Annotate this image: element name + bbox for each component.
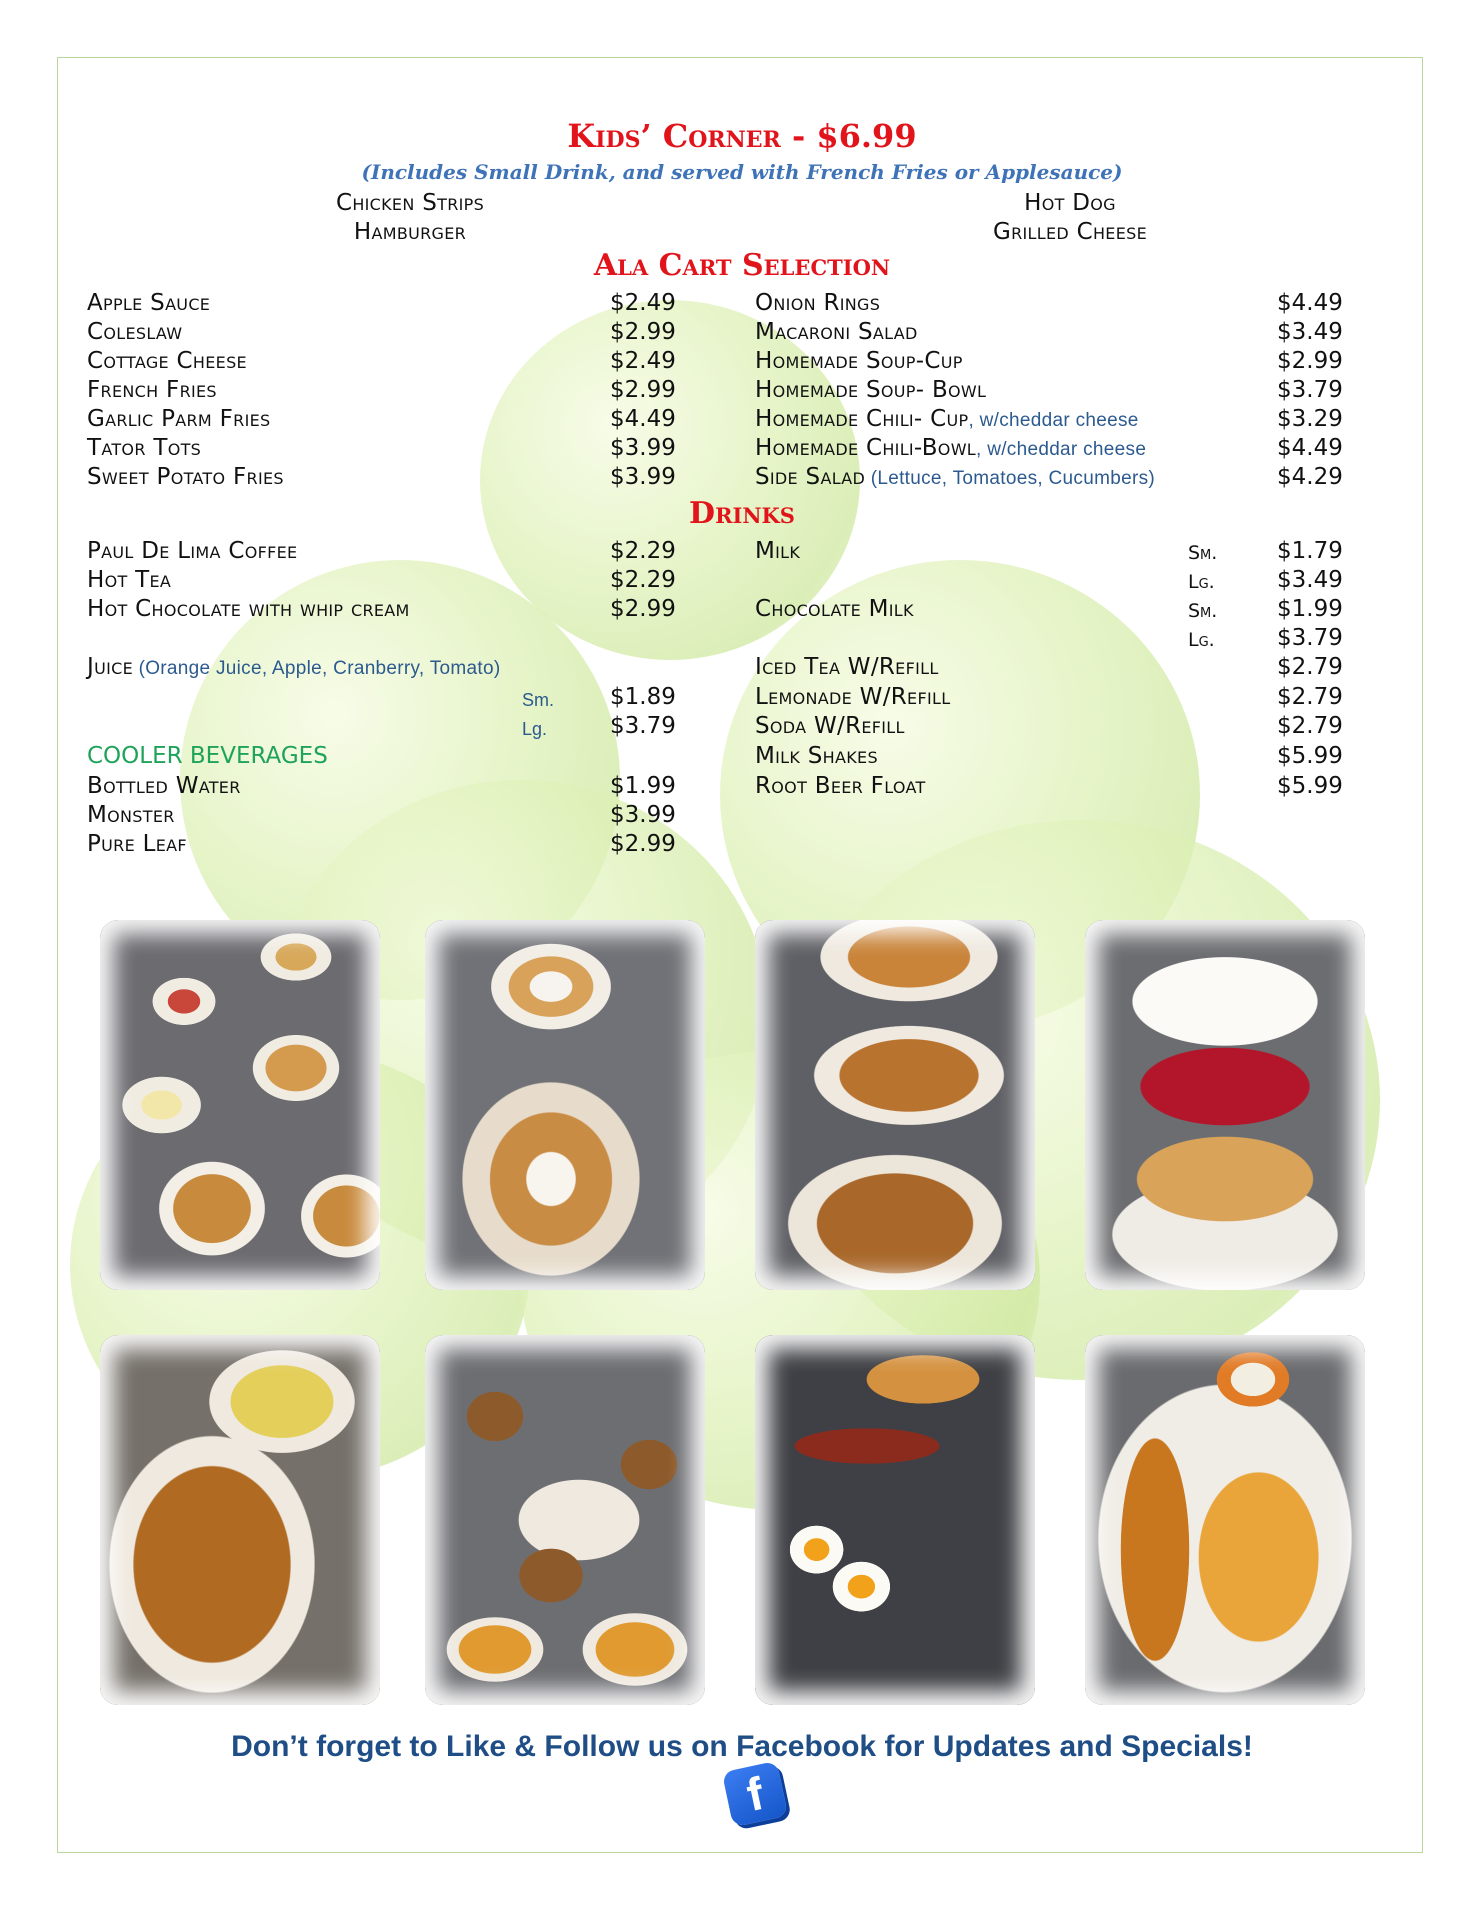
menu-item-price: $2.99 [610,377,676,403]
menu-item-label: Homemade Soup- Bowl [755,377,987,403]
menu-item-name: Paul De Lima Coffee [87,538,298,564]
kids-item: Chicken Strips [335,190,485,216]
menu-item-label: Homemade Chili- Cup [755,406,969,432]
menu-item-name [755,406,1139,432]
menu-item-price: $2.29 [610,567,676,593]
menu-item-price: $3.29 [1277,406,1343,432]
menu-item-name: Hot Chocolate with whip cream [87,596,410,622]
facebook-icon-glyph: f [742,1766,768,1822]
size-label: Sm. [1188,600,1218,622]
menu-item-name: Milk [755,538,801,564]
menu-item-price: $2.99 [610,319,676,345]
menu-item-note: (Lettuce, Tomatoes, Cucumbers) [865,468,1156,489]
menu-item-price: $2.79 [1277,713,1343,739]
ala-cart-title: Ala Cart Selection [593,248,891,283]
menu-item-label: Juice [87,654,133,680]
menu-item-name: Lemonade W/Refill [755,684,951,710]
menu-item-name: Soda W/Refill [755,713,905,739]
menu-item-price: $2.99 [610,596,676,622]
menu-item-name: Sweet Potato Fries [87,464,284,490]
menu-item-label: Onion Rings [755,290,881,316]
menu-item-name: Coleslaw [87,319,183,345]
menu-item-price: $4.49 [1277,435,1343,461]
menu-item-name [755,377,986,403]
menu-item-note: , w/cheddar cheese [968,410,1139,431]
drinks-title: Drinks [689,496,795,531]
menu-item-price: $3.79 [1277,377,1343,403]
menu-item-name: French Fries [87,377,217,403]
menu-item-price: $1.99 [610,773,676,799]
menu-item-price: $3.99 [610,802,676,828]
juice-item [87,654,500,680]
menu-item-name: Tator Tots [87,435,202,461]
size-label: Sm. [1188,542,1218,564]
food-photo-strawberry-waffle [1085,920,1365,1290]
menu-item-name [755,290,880,316]
menu-item-price: $3.99 [610,435,676,461]
menu-item-label: Homemade Soup-Cup [755,348,963,374]
menu-item-name: Pure Leaf [87,831,187,857]
food-photo-fish-and-chips [1085,1335,1365,1705]
food-photo-pancakes [100,920,380,1290]
menu-item-price: $3.49 [1277,319,1343,345]
menu-item-name [755,435,1146,461]
menu-item-name: Root Beer Float [755,773,926,799]
kids-item: Grilled Cheese [992,219,1147,245]
food-photo-burgers-fries [425,1335,705,1705]
size-label: Sm. [522,690,555,710]
menu-item-price: $5.99 [1277,773,1343,799]
menu-item-price: $2.29 [610,538,676,564]
menu-item-name: Bottled Water [87,773,241,799]
menu-item-label: Side Salad [755,464,866,490]
menu-item-name: Iced Tea W/Refill [755,654,939,680]
menu-item-label: Homemade Chili-Bowl [755,435,977,461]
menu-item-label: Macaroni Salad [755,319,918,345]
menu-item-name [755,348,963,374]
kids-item: Hamburger [353,219,467,245]
menu-item-price: $2.49 [610,290,676,316]
menu-item-name: Apple Sauce [87,290,211,316]
kids-corner-title: Kids’ Corner - $6.99 [567,117,917,155]
menu-item-price: $4.29 [1277,464,1343,490]
menu-item-price: $2.99 [1277,348,1343,374]
size-label: Lg. [1188,629,1215,651]
menu-item-price: $3.49 [1277,567,1343,593]
menu-item-price: $2.99 [610,831,676,857]
menu-item-name: Chocolate Milk [755,596,914,622]
food-photo-french-toast [755,920,1035,1290]
facebook-icon[interactable] [722,1761,788,1827]
cooler-beverages-heading: COOLER BEVERAGES [87,743,328,769]
size-label: Lg. [522,719,548,739]
menu-item-name: Cottage Cheese [87,348,247,374]
menu-item-name: Garlic Parm Fries [87,406,271,432]
menu-item-name: Milk Shakes [755,743,878,769]
menu-item-name [755,319,918,345]
menu-item-price: $1.79 [1277,538,1343,564]
menu-item-name: Monster [87,802,175,828]
kids-item: Hot Dog [1024,190,1116,216]
menu-item-price: $1.99 [1277,596,1343,622]
menu-item-price: $4.49 [610,406,676,432]
facebook-follow-message: Don’t forget to Like & Follow us on Facebook for Updates and Specials! [231,1730,1253,1763]
kids-corner-subtitle: (Includes Small Drink, and served with French Fries or Applesauce) [361,160,1123,184]
food-photo-waffles-whipped-cream [425,920,705,1290]
menu-item-price: $4.49 [1277,290,1343,316]
menu-item-price: $1.89 [610,684,676,710]
menu-item-price: $5.99 [1277,743,1343,769]
size-label: Lg. [1188,571,1215,593]
food-photo-griddle-eggs-bacon [755,1335,1035,1705]
menu-item-price: $2.79 [1277,684,1343,710]
food-photo-eggs-benedict-hashbrowns [100,1335,380,1705]
menu-item-name: Hot Tea [87,567,172,593]
menu-item-price: $3.99 [610,464,676,490]
menu-item-note: (Orange Juice, Apple, Cranberry, Tomato) [133,658,501,679]
menu-item-note: , w/cheddar cheese [976,439,1147,460]
menu-item-price: $3.79 [610,713,676,739]
menu-item-name [755,464,1155,490]
menu-item-price: $2.49 [610,348,676,374]
menu-item-price: $2.79 [1277,654,1343,680]
menu-item-price: $3.79 [1277,625,1343,651]
